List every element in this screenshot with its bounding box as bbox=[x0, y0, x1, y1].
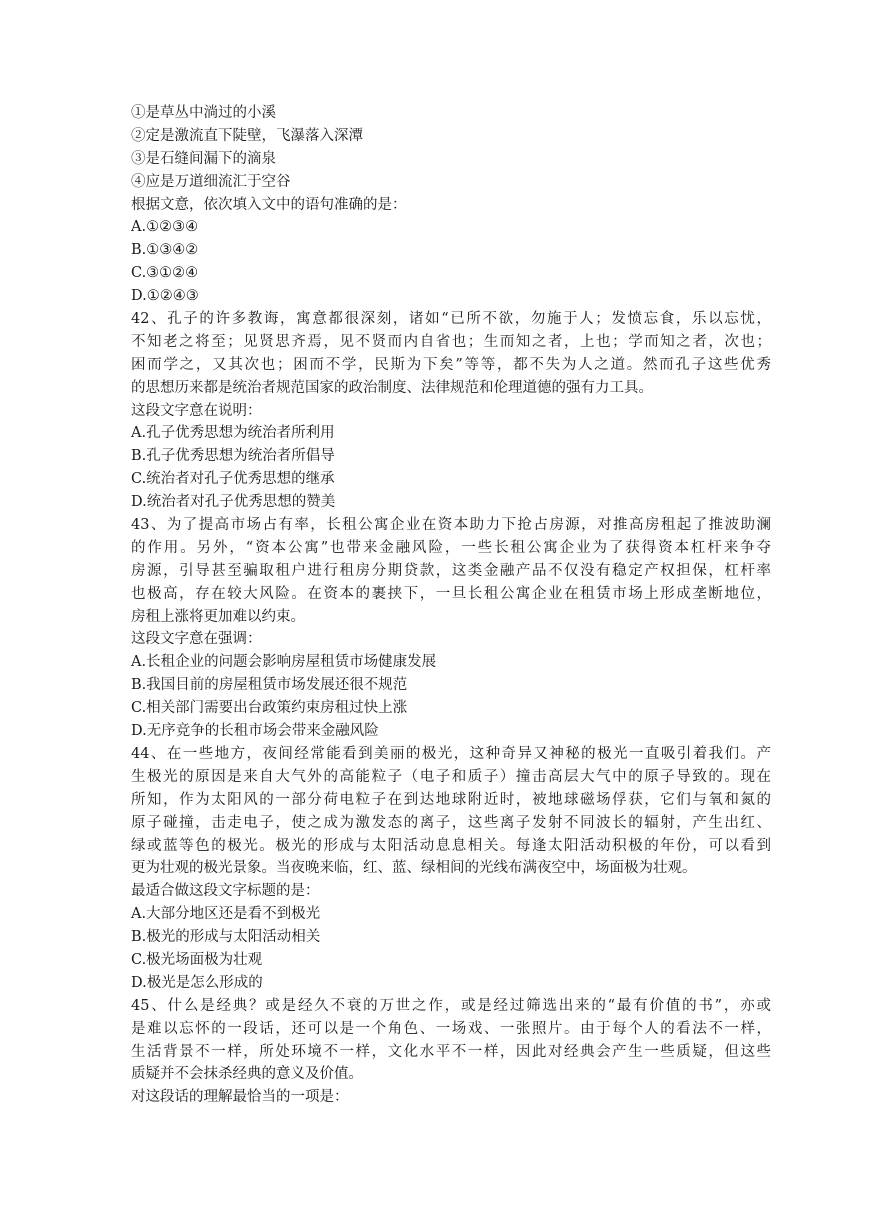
q44-line-6: 更为壮观的极光景象。当夜晚来临，红、蓝、绿相间的光线布满夜空中，场面极为壮观。 bbox=[131, 860, 697, 877]
q41-item-3: ③是石缝间漏下的滴泉 bbox=[131, 150, 276, 167]
q43-line-2: 的作用。另外，“资本公寓”也带来金融风险，一些长租公寓企业为了获得资本杠杆来争夺 bbox=[131, 539, 771, 556]
q45-line-3: 生活背景不一样，所处环境不一样，文化水平不一样，因此对经典会产生一些质疑，但这些 bbox=[131, 1043, 771, 1060]
q45-question bbox=[131, 995, 771, 1087]
q43-line-4: 也极高，存在较大风险。在资本的裹挟下，一旦长租公寓企业在租赁市场上形成垄断地位， bbox=[131, 585, 771, 602]
q44-line-4: 原子碰撞，击走电子，使之成为激发态的离子，这些离子发射不同波长的辐射，产生出红、 bbox=[131, 814, 771, 831]
q42-option-d: D.统治者对孔子优秀思想的赞美 bbox=[131, 494, 336, 511]
q42-line-4: 的思想历来都是统治者规范国家的政治制度、法律规范和伦理道德的强有力工具。 bbox=[131, 379, 653, 396]
q45-prompt: 对这段话的理解最恰当的一项是： bbox=[131, 1089, 349, 1106]
q44-line-1: 44、在一些地方，夜间经常能看到美丽的极光，这种奇异又神秘的极光一直吸引着我们。产 bbox=[131, 745, 771, 762]
q41-option-a: A.①②③④ bbox=[131, 219, 199, 236]
q45-line-2: 是难以忘怀的一段话，还可以是一个角色、一场戏、一张照片。由于每个人的看法不一样， bbox=[131, 1020, 771, 1037]
q42-prompt: 这段文字意在说明： bbox=[131, 402, 262, 419]
q44-line-5: 绿或蓝等色的极光。极光的形成与太阳活动息息相关。每逢太阳活动积极的年份，可以看到 bbox=[131, 837, 771, 854]
q41-item-2: ②定是激流直下陡壁，飞瀑落入深潭 bbox=[131, 127, 363, 144]
q41-option-c: C.③①②④ bbox=[131, 265, 199, 282]
q44-prompt: 最适合做这段文字标题的是： bbox=[131, 883, 320, 900]
q41-option-b: B.①③④② bbox=[131, 242, 199, 259]
q42-question bbox=[131, 308, 771, 400]
q41-option-d: D.①②④③ bbox=[131, 288, 199, 305]
q45-line-1: 45、什么是经典？或是经久不衰的万世之作，或是经过筛选出来的“最有价值的书”，亦或 bbox=[131, 997, 771, 1014]
q44-line-3: 所知，作为太阳风的一部分荷电粒子在到达地球附近时，被地球磁场俘获，它们与氧和氮的 bbox=[131, 791, 771, 808]
q41-item-1: ①是草丛中淌过的小溪 bbox=[131, 105, 276, 121]
q41-item-4: ④应是万道细流汇于空谷 bbox=[131, 173, 291, 190]
q43-line-5: 房租上涨将更加难以约束。 bbox=[131, 608, 305, 625]
q43-option-b: B.我国目前的房屋租赁市场发展还很不规范 bbox=[131, 677, 408, 694]
q44-question bbox=[131, 743, 771, 880]
q44-option-d: D.极光是怎么形成的 bbox=[131, 974, 263, 991]
q43-option-a: A.长租企业的问题会影响房屋租赁市场健康发展 bbox=[131, 654, 437, 671]
q42-line-2: 不知老之将至；见贤思齐焉，见不贤而内自省也；生而知之者，上也；学而知之者，次也； bbox=[131, 333, 771, 350]
q42-line-1: 42、孔子的许多教诲，寓意都很深刻，诸如“已所不欲，勿施于人；发愤忘食，乐以忘忧， bbox=[131, 311, 771, 328]
q42-option-b: B.孔子优秀思想为统治者所倡导 bbox=[131, 448, 335, 465]
q43-option-c: C.相关部门需要出台政策约束房租过快上涨 bbox=[131, 700, 408, 717]
q42-option-c: C.统治者对孔子优秀思想的继承 bbox=[131, 471, 335, 488]
q43-line-1: 43、为了提高市场占有率，长租公寓企业在资本助力下抢占房源，对推高房租起了推波助澜 bbox=[131, 517, 771, 534]
document-page bbox=[131, 102, 771, 1109]
q43-prompt: 这段文字意在强调： bbox=[131, 631, 262, 648]
q43-option-d: D.无序竞争的长租市场会带来金融风险 bbox=[131, 723, 379, 740]
q44-option-b: B.极光的形成与太阳活动相关 bbox=[131, 929, 321, 946]
q43-line-3: 房源，引导甚至骗取租户进行租房分期贷款，这类金融产品不仅没有稳定产权担保，杠杆率 bbox=[131, 562, 771, 579]
q42-line-3: 困而学之，又其次也；困而不学，民斯为下矣”等等，都不失为人之道。然而孔子这些优秀 bbox=[131, 356, 771, 373]
q44-option-c: C.极光场面极为壮观 bbox=[131, 951, 263, 968]
q42-option-a: A.孔子优秀思想为统治者所利用 bbox=[131, 425, 335, 442]
q44-option-a: A.大部分地区还是看不到极光 bbox=[131, 906, 321, 923]
q41-prompt: 根据文意，依次填入文中的语句准确的是： bbox=[131, 196, 407, 213]
q45-line-4: 质疑并不会抹杀经典的意义及价值。 bbox=[131, 1066, 363, 1083]
q44-line-2: 生极光的原因是来自大气外的高能粒子（电子和质子）撞击高层大气中的原子导致的。现在 bbox=[131, 768, 771, 785]
q43-question bbox=[131, 514, 771, 628]
